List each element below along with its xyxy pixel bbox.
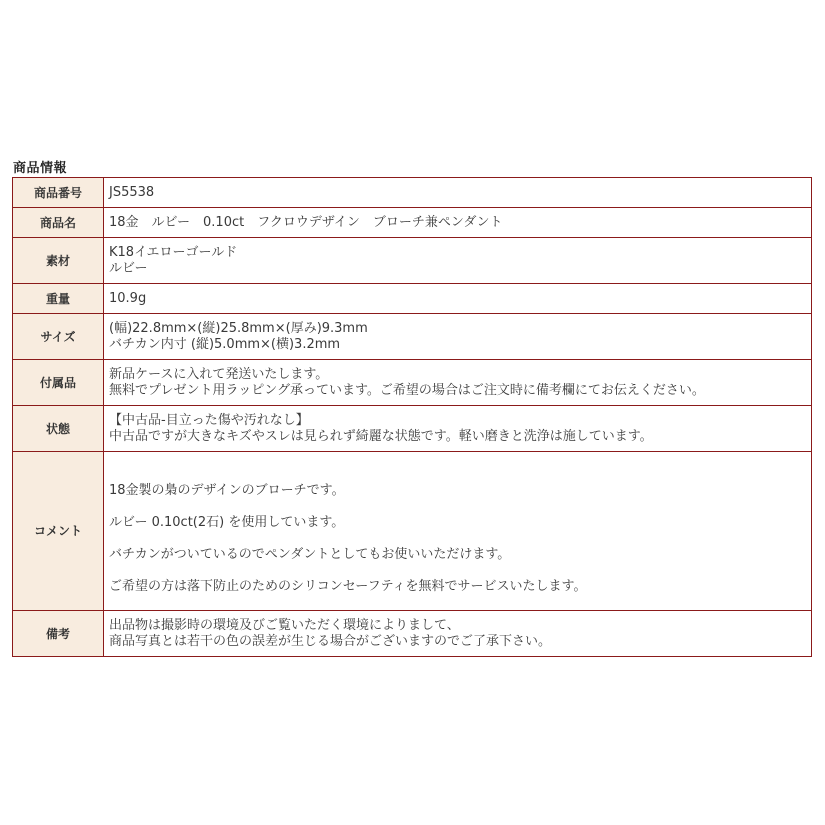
- comment-line: バチカンがついているのでペンダントとしてもお使いいただけます。: [109, 547, 511, 562]
- label-product-number: 商品番号: [13, 178, 104, 208]
- value-material: [104, 238, 812, 284]
- comment-line: 18金製の梟のデザインのブローチです。: [109, 483, 345, 498]
- row-accessories: [13, 360, 812, 406]
- accessories-line: 無料でプレゼント用ラッピング承っています。ご希望の場合はご注文時に備考欄にてお伝えください。: [109, 382, 705, 398]
- label-accessories: 付属品: [13, 360, 104, 406]
- comment-line: ご希望の方は落下防止のためのシリコンセーフティを無料でサービスいたします。: [109, 579, 587, 594]
- accessories-line: 新品ケースに入れて発送いたします。: [109, 366, 329, 382]
- row-notes: [13, 611, 812, 657]
- label-product-name: 商品名: [13, 208, 104, 238]
- label-weight: 重量: [13, 284, 104, 314]
- value-weight: 10.9g: [104, 284, 812, 314]
- value-size: [104, 314, 812, 360]
- section-title: 商品情報: [13, 161, 68, 176]
- value-accessories: [104, 360, 812, 406]
- material-line: ルビー: [109, 260, 148, 276]
- comment-spacer: [109, 563, 806, 579]
- value-comment: [104, 452, 812, 611]
- row-product-name: [13, 208, 812, 238]
- value-product-name: 18金 ルビー 0.10ct フクロウデザイン ブローチ兼ペンダント: [104, 208, 812, 238]
- label-size: サイズ: [13, 314, 104, 360]
- label-notes: 備考: [13, 611, 104, 657]
- row-comment: [13, 452, 812, 611]
- comment-spacer: [109, 531, 806, 547]
- material-line: K18イエローゴールド: [109, 244, 238, 260]
- notes-line: 商品写真とは若干の色の誤差が生じる場合がございますのでご了承下さい。: [109, 633, 552, 649]
- row-product-number: [13, 178, 812, 208]
- label-comment: コメント: [13, 452, 104, 611]
- condition-line: 中古品ですが大きなキズやスレは見られず綺麗な状態です。軽い磨きと洗浄は施しています。: [109, 428, 653, 444]
- value-notes: [104, 611, 812, 657]
- value-condition: [104, 406, 812, 452]
- size-line: (幅)22.8mm×(縦)25.8mm×(厚み)9.3mm: [109, 320, 368, 336]
- comment-spacer: [109, 467, 806, 483]
- row-size: [13, 314, 812, 360]
- label-material: 素材: [13, 238, 104, 284]
- row-condition: [13, 406, 812, 452]
- comment-line: ルビー 0.10ct(2石) を使用しています。: [109, 515, 345, 530]
- row-material: [13, 238, 812, 284]
- label-condition: 状態: [13, 406, 104, 452]
- size-line: バチカン内寸 (縦)5.0mm×(横)3.2mm: [109, 336, 341, 352]
- comment-spacer: [109, 499, 806, 515]
- notes-line: 出品物は撮影時の環境及びご覧いただく環境によりまして、: [109, 617, 460, 633]
- product-info-table: [12, 177, 812, 657]
- condition-line: 【中古品-目立った傷や汚れなし】: [109, 412, 309, 428]
- value-product-number: JS5538: [104, 178, 812, 208]
- row-weight: [13, 284, 812, 314]
